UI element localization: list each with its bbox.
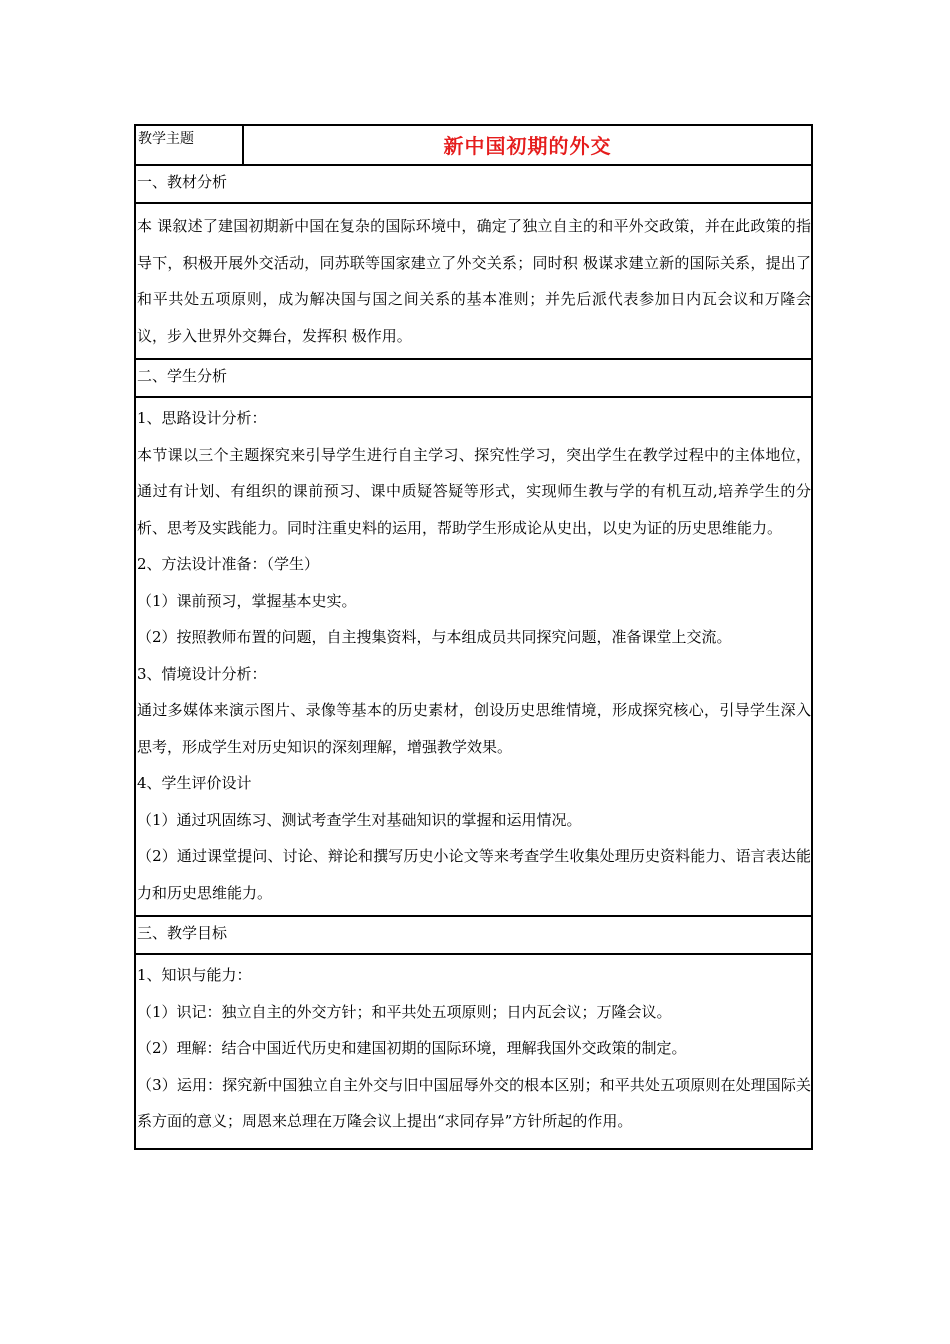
paragraph: （2）理解：结合中国近代历史和建国初期的国际环境，理解我国外交政策的制定。: [137, 1039, 687, 1057]
lesson-plan-table: [134, 124, 813, 1150]
paragraph: （2）按照教师布置的问题，自主搜集资料，与本组成员共同探究问题，准备课堂上交流。: [137, 628, 732, 646]
section-content-textbook-analysis: [136, 204, 811, 360]
paragraph: 1、思路设计分析：: [137, 409, 267, 427]
paragraph: （2）通过课堂提问、讨论、辩论和撰写历史小论文等来考查学生收集处理历史资料能力、语言表达能力和历史思维能力。: [137, 847, 811, 902]
paragraph: （1）通过巩固练习、测试考查学生对基础知识的掌握和运用情况。: [137, 810, 582, 829]
section-heading-textbook-analysis: 一、教材分析: [136, 166, 811, 204]
paragraph: （1）识记：独立自主的外交方针；和平共处五项原则；日内瓦会议；万隆会议。: [137, 1002, 672, 1021]
paragraph: 本 课叙述了建国初期新中国在复杂的国际环境中，确定了独立自主的和平外交政策，并在此政策的指导下，积极开展外交活动，同苏联等国家建立了外交关系；同时积 极谋求建立新的国际关系，提出了和平共处五项原则，成为解决国与国之间关系的基本准则；并先后派代表参加日内瓦会议和万隆会议，步入世界外交舞台，发挥积 极作用。: [137, 217, 811, 345]
section-content-student-analysis: [136, 398, 811, 917]
paragraph: 本节课以三个主题探究来引导学生进行自主学习、探究性学习，突出学生在教学过程中的主体地位，通过有计划、有组织的课前预习、课中质疑答疑等形式，实现师生教与学的有机互动,培养学生的分析、思考及实践能力。同时注重史料的运用，帮助学生形成论从史出，以史为证的历史思维能力。: [137, 445, 811, 537]
topic-label: 教学主题: [136, 126, 244, 164]
paragraph: 2、方法设计准备：（学生）: [137, 555, 320, 573]
paragraph: 1、知识与能力：: [137, 966, 252, 984]
paragraph: 4、学生评价设计: [137, 774, 252, 792]
section-heading-student-analysis: 二、学生分析: [136, 360, 811, 398]
document-title: 新中国初期的外交: [443, 134, 612, 158]
paragraph: 通过多媒体来演示图片、录像等基本的历史素材，创设历史思维情境，形成探究核心，引导学生深入思考，形成学生对历史知识的深刻理解，增强教学效果。: [137, 701, 811, 756]
paragraph: 3、情境设计分析：: [137, 664, 267, 683]
paragraph: （1）课前预习，掌握基本史实。: [137, 591, 357, 610]
paragraph: （3）运用：探究新中国独立自主外交与旧中国屈辱外交的根本区别；和平共处五项原则在处理国际关系方面的意义；周恩来总理在万隆会议上提出“求同存异”方针所起的作用。: [137, 1075, 811, 1130]
section-content-teaching-goals: [136, 955, 811, 1148]
section-heading-teaching-goals: 三、教学目标: [136, 917, 811, 955]
title-row: [136, 126, 811, 166]
